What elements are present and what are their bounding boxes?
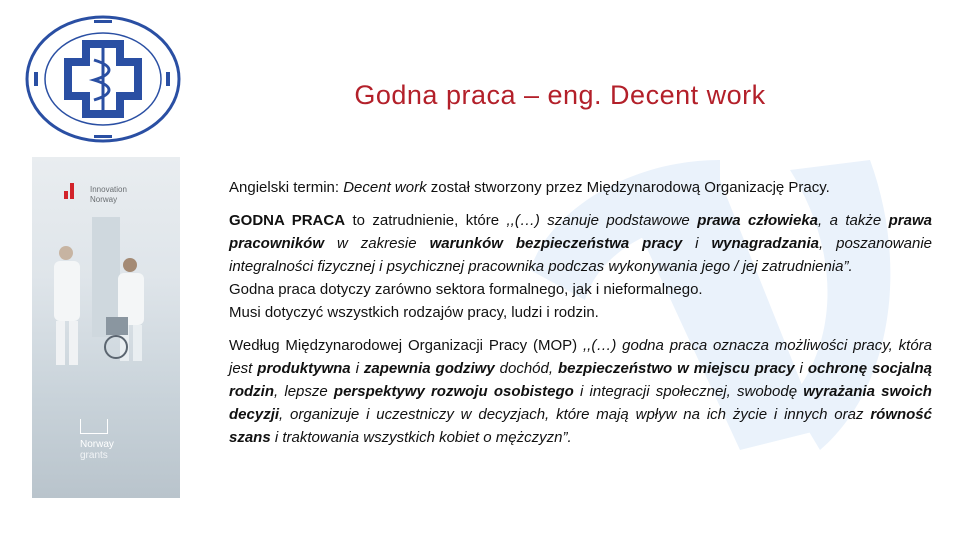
innovation-norway-logo <box>64 183 76 199</box>
text-italic: i <box>682 235 712 252</box>
text-bold-italic: bezpieczeństwo w miejscu pracy <box>558 360 795 377</box>
text-bold-italic: produktywna <box>257 360 351 377</box>
norway-grants-icon <box>80 419 108 434</box>
paragraph-ilo <box>229 334 932 449</box>
text-italic: i traktowania wszystkich kobiet o mężczyzn”. <box>270 429 572 446</box>
text: Angielski termin: <box>229 179 344 196</box>
text-italic: dochód, <box>494 360 558 377</box>
grants-line-1: Norway <box>80 439 114 450</box>
paragraph-sectors: Godna praca dotyczy zarówno sektora formalnego, jak i nieformalnego. <box>229 281 703 298</box>
text-italic: , a także <box>818 212 889 229</box>
text-italic: , lepsze <box>274 383 334 400</box>
text: Według Międzynarodowej Organizacji Pracy (MOP) <box>229 337 583 354</box>
text-bold-italic: prawa człowieka <box>697 212 818 229</box>
text-bold-italic: zapewnia godziwy <box>363 360 495 377</box>
text: został stworzony przez Międzynarodową Organizację Pracy. <box>426 179 830 196</box>
text-italic: i <box>350 360 364 377</box>
paragraph-scope: Musi dotyczyć wszystkich rodzajów pracy, ludzi i rodzin. <box>229 304 599 321</box>
text-italic: i integracji społecznej, swobodę <box>573 383 804 400</box>
text-bold-italic: perspektywy rozwoju osobistego <box>333 383 574 400</box>
brand-line-2: Norway <box>90 195 118 204</box>
paragraph-decent-work <box>229 209 932 278</box>
text-bold-italic: wyrażania swoich decyzji <box>229 383 932 423</box>
brand-line-1: Innovation <box>90 185 127 194</box>
innovation-norway-banner <box>32 157 180 498</box>
grants-line-2: grants <box>80 450 108 461</box>
text-bold-italic: ochronę socjalną rodzin <box>229 360 933 400</box>
organization-logo <box>24 14 182 144</box>
main-content <box>229 176 932 449</box>
text-italic: , poszanowanie integralności fizycznej i psychicznej pracownika podczas wykonywania jego / jej zatrudnienia”. <box>229 235 932 275</box>
text-bold-italic: równość szans <box>229 406 932 446</box>
text-bold: GODNA PRACA <box>229 212 346 229</box>
text-italic: ,,(…) godna praca oznacza możliwości pracy, która jest <box>229 337 932 377</box>
text-italic: ,,(…) szanuje podstawowe <box>506 212 698 229</box>
text-bold-italic: wynagradzania <box>711 235 819 252</box>
text-bold-italic: prawa pracowników <box>229 212 932 252</box>
paragraph-definition <box>229 176 932 199</box>
text-italic: w zakresie <box>324 235 430 252</box>
text: to zatrudnienie, które <box>345 212 507 229</box>
page-title: Godna praca – eng. Decent work <box>354 80 766 110</box>
text-italic: Decent work <box>343 179 427 196</box>
text-bold-italic: warunków bezpieczeństwa pracy <box>429 235 683 252</box>
text-italic: i <box>794 360 808 377</box>
text-italic: , organizuje i uczestniczy w decyzjach, które mają wpływ na ich życie i innych oraz <box>279 406 871 423</box>
